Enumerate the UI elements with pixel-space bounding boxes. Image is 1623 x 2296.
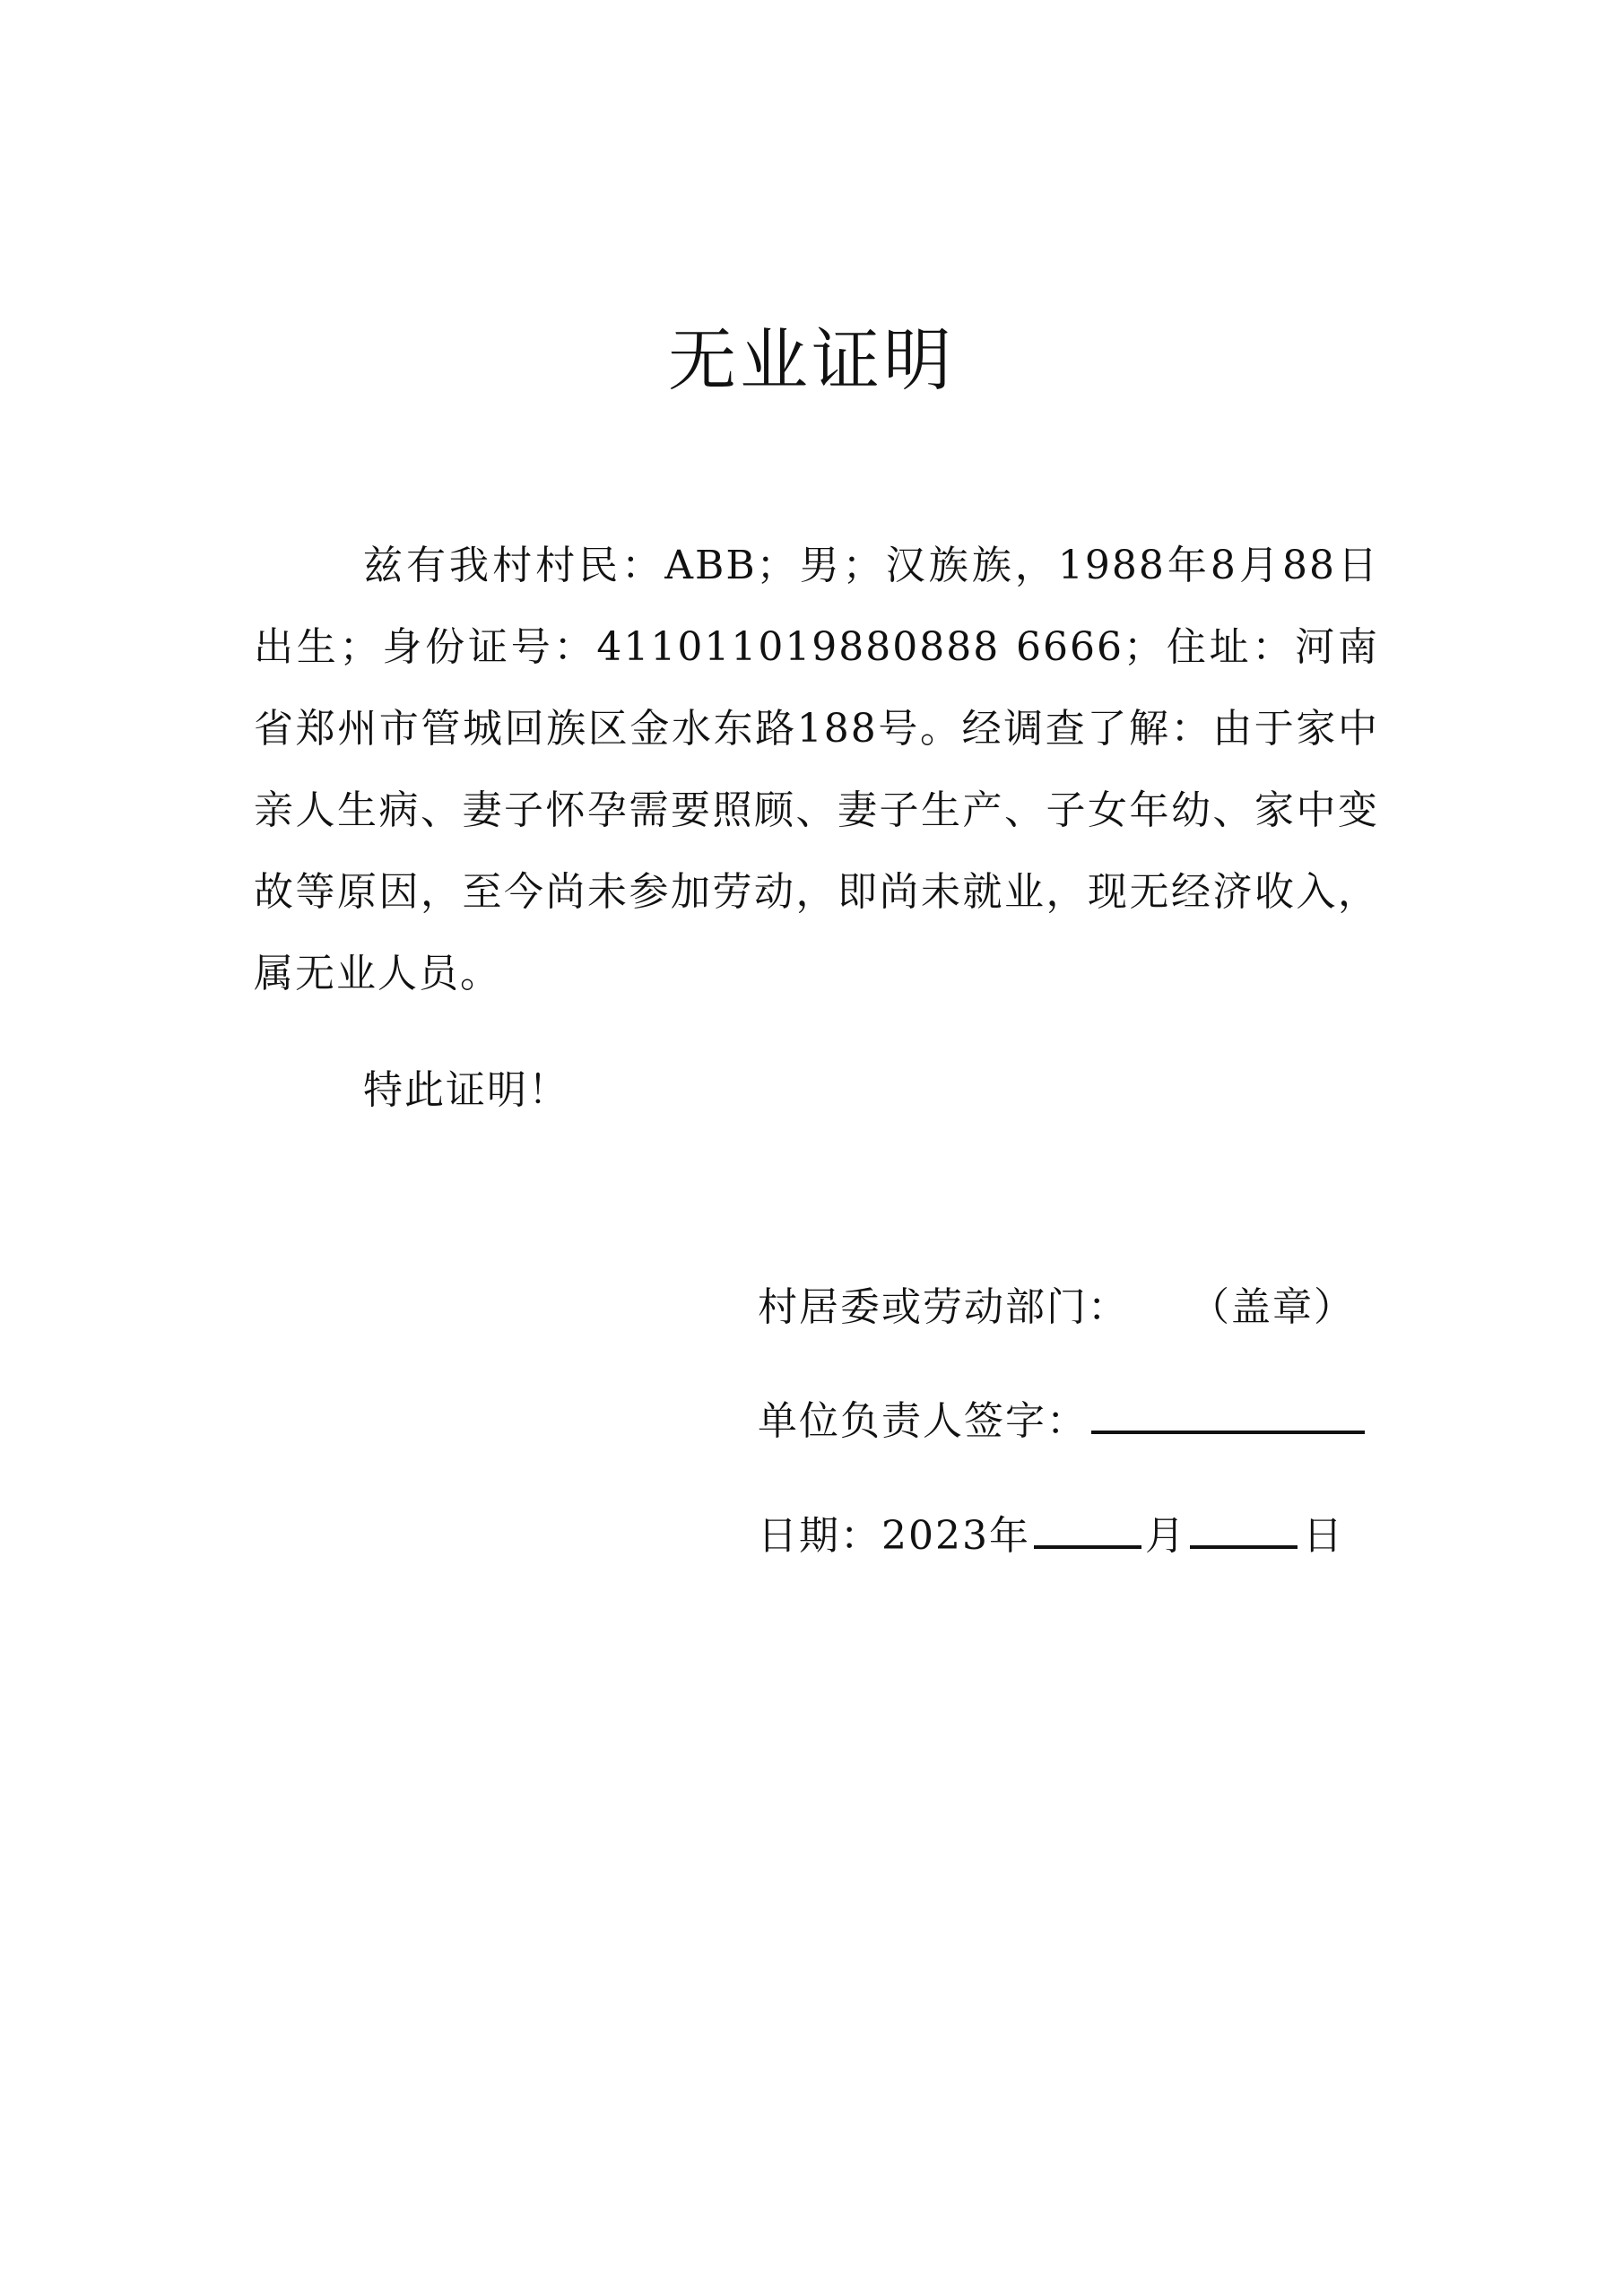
day-blank [1190,1509,1298,1549]
month-label: 月 [1144,1513,1186,1559]
seal-note: （盖章） [1210,1284,1355,1330]
body-paragraph: 兹有我村村民：ABB；男；汉族族，1988年8月88日出生；身份证号：411011019880888 6666；住址：河南省郑州市管城回族区金水东路188号。经调查了解：由于家中亲人生病、妻子怀孕需要照顾、妻子生产、子女年幼、家中变故等原因，至今尚未参加劳动，即尚未就业，现无经济收入，属无业人员。 [254,543,1379,996]
department-seal-line [758,1281,1355,1335]
month-blank [1034,1509,1141,1549]
closing-statement: 特此证明！ [363,1067,569,1113]
date-label: 日期：2023年 [758,1513,1030,1559]
department-label: 村居委或劳动部门： [758,1284,1129,1330]
document-title: 无业证明 [668,320,955,400]
signer-label: 单位负责人签字： [758,1398,1088,1444]
date-line [758,1509,1344,1563]
day-label: 日 [1302,1513,1344,1559]
signer-line [758,1395,1365,1448]
signature-blank [1091,1395,1365,1434]
